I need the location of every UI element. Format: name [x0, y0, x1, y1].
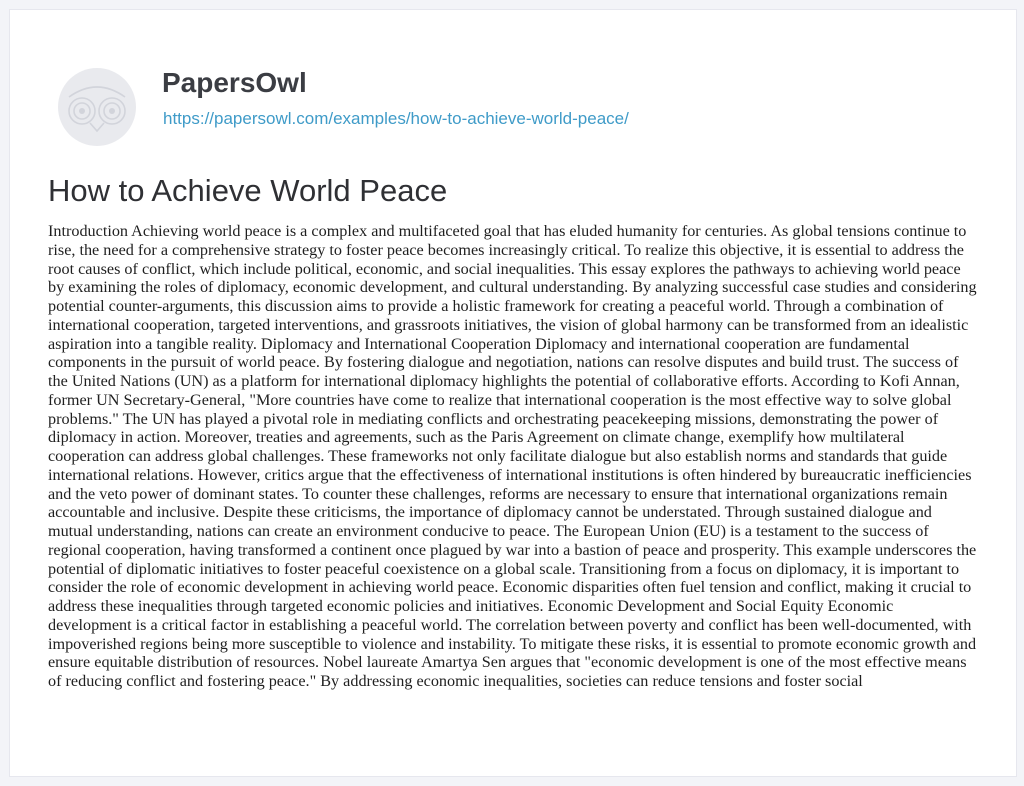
source-url-link[interactable]: https://papersowl.com/examples/how-to-achieve-world-peace/: [163, 109, 629, 128]
page-card: [9, 9, 1017, 777]
brand-name[interactable]: PapersOwl: [162, 67, 307, 98]
essay-body: Introduction Achieving world peace is a complex and multifaceted goal that has eluded humanity for centuries. As global tensions continue to rise, the need for a comprehensive strategy to foster peace becomes increasingly critical. To realize this objective, it is essential to address the root causes of conflict, which include political, economic, and social inequalities. This essay explores the pathways to achieving world peace by examining the roles of diplomacy, economic development, and cultural understanding. By analyzing successful case studies and considering potential counter-arguments, this discussion aims to provide a holistic framework for creating a peaceful world. Through a combination of international cooperation, targeted interventions, and grassroots initiatives, the vision of global harmony can be transformed from an idealistic aspiration into a tangible reality. Diplomacy and International Cooperation Diplomacy and international cooperation are fundamental components in the pursuit of world peace. By fostering dialogue and negotiation, nations can resolve disputes and build trust. The success of the United Nations (UN) as a platform for international diplomacy highlights the potential of collaborative efforts. According to Kofi Annan, former UN Secretary-General, "More countries have come to realize that international cooperation is the most effective way to solve global problems." The UN has played a pivotal role in mediating conflicts and orchestrating peacekeeping missions, demonstrating the power of diplomacy in action. Moreover, treaties and agreements, such as the Paris Agreement on climate change, exemplify how multilateral cooperation can address global challenges. These frameworks not only facilitate dialogue but also establish norms and standards that guide international relations. However, critics argue that the effectiveness of international institutions is often hindered by bureaucratic inefficiencies and the veto power of dominant states. To counter these challenges, reforms are necessary to ensure that international organizations remain accountable and inclusive. Despite these criticisms, the importance of diplomacy cannot be understated. Through sustained dialogue and mutual understanding, nations can create an environment conducive to peace. The European Union (EU) is a testament to the success of regional cooperation, having transformed a continent once plagued by war into a bastion of peace and prosperity. This example underscores the potential of diplomatic initiatives to foster peaceful coexistence on a global scale. Transitioning from a focus on diplomacy, it is important to consider the role of economic development in achieving world peace. Economic disparities often fuel tension and conflict, making it crucial to address these inequalities through targeted economic policies and initiatives. Economic Development and Social Equity Economic development is a critical factor in establishing a peaceful world. The correlation between poverty and conflict has been well-documented, with impoverished regions being more susceptible to violence and instability. To mitigate these risks, it is essential to promote economic growth and ensure equitable distribution of resources. Nobel laureate Amartya Sen argues that "economic development is one of the most effective means of reducing conflict and fostering peace." By addressing economic inequalities, societies can reduce tensions and foster social: [48, 222, 977, 690]
owl-eyes-icon: [57, 67, 137, 147]
essay-title: How to Achieve World Peace: [48, 173, 448, 208]
